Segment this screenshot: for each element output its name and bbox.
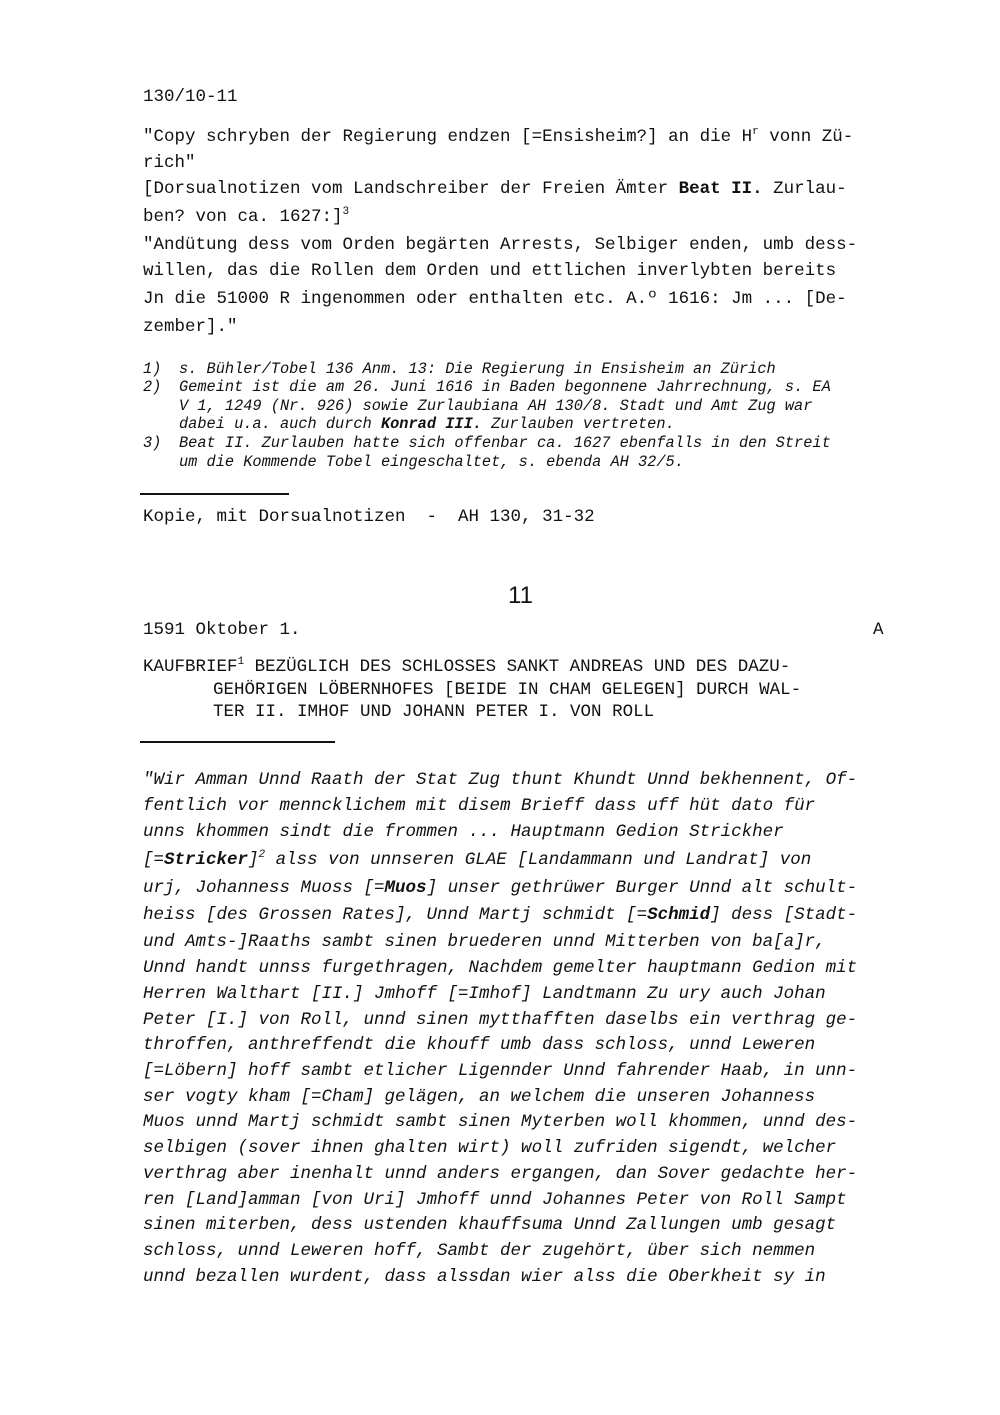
transcription-line: Peter [I.] von Roll, unnd sinen mytthafften daselbs ein verthrag ge- [143, 1010, 858, 1030]
dorsal-quote-line: willen, das die Rollen dem Orden und ettlichen inverlybten bereits [143, 261, 837, 281]
document-date: 1591 Oktober 1. [143, 620, 301, 640]
dorsal-quote-line: zember]." [143, 317, 238, 337]
archive-reference: 130/10-11 [143, 87, 238, 107]
footnote-text: um die Kommende Tobel eingeschaltet, s. ebenda AH 32/5. [179, 453, 684, 471]
document-heading: KAUFBRIEF$^1$ BEZÜGLICH DES SCHLOSSES SANKT ANDREAS UND DES DAZU- [143, 656, 791, 677]
footnote-text: V 1, 1249 (Nr. 926) sowie Zurlaubiana AH 130/8. Stadt und Amt Zug war [179, 397, 813, 415]
dorsal-quote-line: "Andütung dess vom Orden begärten Arrests, Selbiger enden, umb dess- [143, 235, 858, 255]
transcription-line: throffen, anthreffendt die khouff umb dass schloss, unnd Leweren [143, 1035, 816, 1055]
document-type: A [873, 620, 884, 640]
footnote-number: 3) [143, 434, 162, 452]
transcription-line: Muos unnd Martj schmidt sambt sinen Myterben woll khommen, unnd des- [143, 1112, 858, 1132]
transcription-line: heiss [des Grossen Rates], Unnd Martj schmidt [=Schmid] dess [Stadt- [143, 905, 858, 925]
transcription-line: verthrag aber inenhalt unnd anders ergangen, dan Sover gedachte her- [143, 1164, 858, 1184]
transcription-line: fentlich vor menncklichem mit disem Brieff dass uff hüt dato für [143, 796, 816, 816]
transcription-line: "Wir Amman Unnd Raath der Stat Zug thunt Khundt Unnd bekhennent, Of- [143, 770, 858, 790]
transcription-line: schloss, unnd Leweren hoff, Sambt der zugehört, über sich nemmen [143, 1241, 816, 1261]
footnote-text: s. Bühler/Tobel 136 Anm. 13: Die Regierung in Ensisheim an Zürich [179, 360, 776, 378]
transcription-line: Herren Walthart [II.] Jmhoff [=Imhof] Landtmann Zu ury auch Johan [143, 984, 826, 1004]
transcription-line: sinen miterben, dess ustenden khauffsuma Unnd Zallungen umb gesagt [143, 1215, 837, 1235]
transcription-line: ren [Land]amman [von Uri] Jmhoff unnd Johannes Peter von Roll Sampt [143, 1190, 847, 1210]
transcription-line: und Amts-]Raaths sambt sinen bruederen unnd Mitterben von ba[a]r, [143, 932, 826, 952]
letter-title-line: rich" [143, 153, 196, 173]
dorsal-note-line: [Dorsualnotizen vom Landschreiber der Freien Ämter Beat II. Zurlau- [143, 179, 847, 199]
source-note: Kopie, mit Dorsualnotizen - AH 130, 31-32 [143, 507, 595, 527]
transcription-line: unns khommen sindt die frommen ... Hauptmann Gedion Strickher [143, 822, 784, 842]
transcription-line: ser vogty kham [=Cham] gelägen, an welchem die unseren Johanness [143, 1087, 816, 1107]
footnote-text: Gemeint ist die am 26. Juni 1616 in Baden begonnene Jahrrechnung, s. EA [179, 378, 831, 396]
document-number: 11 [508, 582, 533, 609]
transcription-line: [=Stricker]$^2$ alss von unnseren GLAE [Landammann und Landrat] von [143, 849, 812, 870]
letter-title-line: "Copy schryben der Regierung endzen [=Ensisheim?] an die $H^r$ vonn Zü- [143, 126, 854, 147]
transcription-line: Unnd handt unnss furgethragen, Nachdem gemelter hauptmann Gedion mit [143, 958, 858, 978]
document-heading: TER II. IMHOF UND JOHANN PETER I. VON ROLL [213, 702, 655, 722]
transcription-line: unnd bezallen wurdent, dass alssdan wier alss die Oberkheit sy in [143, 1267, 826, 1287]
document-heading: GEHÖRIGEN LÖBERNHOFES [BEIDE IN CHAM GELEGEN] DURCH WAL- [213, 680, 802, 700]
footnote-text: Beat II. Zurlauben hatte sich offenbar ca. 1627 ebenfalls in den Streit [179, 434, 831, 452]
footnote-number: 1) [143, 360, 162, 378]
footnote-number: 2) [143, 378, 162, 396]
dorsal-quote-line: Jn die 51000 R ingenommen oder enthalten etc. A.º 1616: Jm ... [De- [143, 289, 847, 309]
separator-rule [140, 741, 335, 743]
separator-rule [140, 493, 289, 495]
transcription-line: selbigen (sover ihnen ghalten wirt) woll zufriden sigendt, welcher [143, 1138, 837, 1158]
transcription-line: urj, Johanness Muoss [=Muos] unser gethrüwer Burger Unnd alt schult- [143, 878, 858, 898]
transcription-line: [=Löbern] hoff sambt etlicher Ligennder Unnd fahrender Haab, in unn- [143, 1061, 858, 1081]
footnote-text: dabei u.a. auch durch Konrad III. Zurlauben vertreten. [179, 415, 675, 433]
dorsal-note-line: ben? von ca. 1627:]$^3$ [143, 206, 350, 227]
